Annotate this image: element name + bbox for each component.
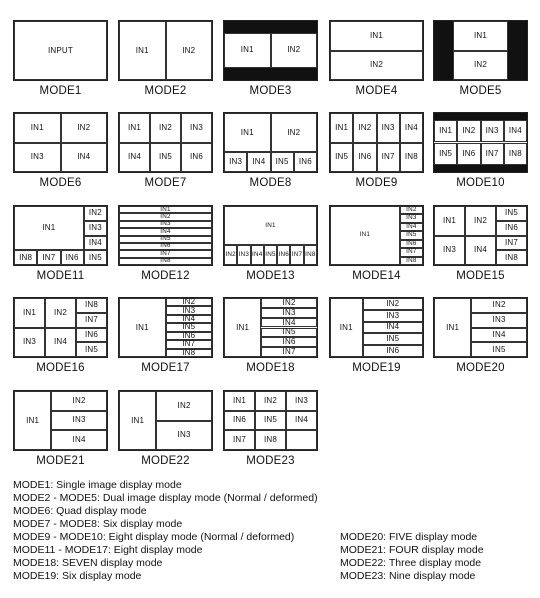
input-window: IN6: [294, 152, 317, 172]
legend-right-line: MODE20: FIVE display mode: [340, 531, 478, 543]
mode-label: MODE18: [246, 362, 295, 374]
input-window: IN3: [400, 214, 423, 222]
input-window: IN3: [84, 221, 107, 236]
input-window: IN5: [330, 143, 353, 173]
input-window: IN2: [166, 298, 213, 306]
mode-label: MODE9: [355, 177, 398, 189]
mode-label: MODE23: [246, 455, 295, 467]
input-window: IN7: [37, 250, 60, 265]
input-window: IN3: [261, 308, 317, 318]
screen-layout: [329, 205, 424, 266]
screen-layout: [118, 20, 213, 81]
input-window: IN3: [481, 120, 504, 142]
input-window: IN5: [150, 143, 181, 173]
screen-layout: [223, 205, 318, 266]
legend-right-line: MODE21: FOUR display mode: [340, 544, 484, 556]
input-window: IN2: [271, 113, 318, 152]
mode-8: [223, 112, 318, 193]
input-window: IN1: [434, 298, 471, 357]
input-window: IN2: [61, 113, 108, 143]
black-bar: [434, 165, 527, 172]
input-window: IN7: [481, 143, 504, 165]
input-window: IN3: [237, 245, 250, 265]
input-window: IN7: [377, 143, 400, 173]
mode-22: [118, 390, 213, 471]
input-window: IN4: [286, 411, 317, 431]
input-window: IN5: [264, 245, 277, 265]
input-window: IN7: [224, 430, 255, 450]
input-window: IN4: [51, 430, 107, 450]
input-window: IN5: [496, 206, 527, 221]
input-window: IN1: [224, 33, 271, 68]
input-window: IN7: [119, 250, 212, 257]
input-window: IN1: [119, 298, 166, 357]
screen-layout: [223, 20, 318, 81]
mode-5: [433, 20, 528, 101]
input-window: IN6: [457, 143, 480, 165]
mode-21: [13, 390, 108, 471]
input-window: IN5: [400, 231, 423, 239]
input-window: IN2: [330, 51, 423, 81]
input-window: IN6: [224, 411, 255, 431]
input-window: IN6: [353, 143, 376, 173]
input-window: IN3: [181, 113, 212, 143]
mode-13: [223, 205, 318, 286]
input-window: IN5: [84, 250, 107, 265]
legend-right-line: MODE22: Three display mode: [340, 557, 482, 569]
input-window: IN7: [76, 313, 107, 328]
screen-layout: [13, 20, 108, 81]
input-window: IN1: [224, 113, 271, 152]
input-window: IN6: [119, 243, 212, 250]
input-window: IN8: [400, 257, 423, 265]
screen-layout: [223, 297, 318, 358]
mode-15: [433, 205, 528, 286]
input-window: IN2: [150, 113, 181, 143]
mode-3: [223, 20, 318, 101]
input-window: IN5: [76, 342, 107, 357]
input-window: IN3: [377, 113, 400, 143]
input-window: IN4: [166, 315, 213, 323]
input-window: IN8: [166, 349, 213, 357]
input-window: IN6: [61, 250, 84, 265]
black-bar: [508, 21, 527, 80]
screen-layout: [433, 20, 528, 81]
black-bar: [224, 68, 317, 80]
input-window: IN1: [119, 21, 166, 80]
black-bar: [434, 113, 527, 120]
mode-label: MODE17: [141, 362, 190, 374]
mode-label: MODE8: [249, 177, 292, 189]
input-window: IN5: [166, 323, 213, 331]
input-window: IN4: [471, 328, 527, 343]
mode-7: [118, 112, 213, 193]
input-window: IN3: [471, 313, 527, 328]
input-window: IN6: [181, 143, 212, 173]
input-window: IN4: [261, 318, 317, 328]
mode-label: MODE5: [459, 85, 502, 97]
input-window: IN8: [504, 143, 527, 165]
input-window: IN2: [353, 113, 376, 143]
input-window: IN2: [363, 298, 423, 310]
mode-label: MODE19: [352, 362, 401, 374]
mode-label: MODE15: [456, 270, 505, 282]
legend-left-line: MODE7 - MODE8: Six display mode: [13, 518, 183, 530]
input-window: IN4: [119, 143, 150, 173]
screen-layout: [118, 112, 213, 173]
mode-17: [118, 297, 213, 378]
mode-label: MODE10: [456, 177, 505, 189]
input-window: IN6: [76, 328, 107, 343]
input-window: IN1: [119, 113, 150, 143]
input-window: IN1: [434, 120, 457, 142]
mode-label: MODE16: [36, 362, 85, 374]
input-window: IN4: [400, 223, 423, 231]
input-window: IN4: [251, 245, 264, 265]
input-window: IN1: [224, 391, 255, 411]
input-window: IN4: [465, 236, 496, 266]
input-window: IN6: [400, 240, 423, 248]
input-window: IN8: [304, 245, 317, 265]
mode-11: [13, 205, 108, 286]
screen-layout: [13, 390, 108, 451]
screen-layout: [329, 20, 424, 81]
mode-label: MODE4: [355, 85, 398, 97]
input-window: IN8: [76, 298, 107, 313]
input-window: IN2: [400, 206, 423, 214]
screen-layout: [118, 390, 213, 451]
input-window: IN1: [14, 113, 61, 143]
input-window: [286, 430, 317, 450]
input-window: IN1: [330, 206, 400, 265]
input-window: IN3: [119, 221, 212, 228]
mode-label: MODE21: [36, 455, 85, 467]
mode-label: MODE1: [39, 85, 82, 97]
mode-1: [13, 20, 108, 101]
screen-layout: [433, 205, 528, 266]
input-window: IN1: [330, 113, 353, 143]
mode-2: [118, 20, 213, 101]
input-window: IN4: [363, 322, 423, 334]
mode-20: [433, 297, 528, 378]
screen-layout: [118, 205, 213, 266]
input-window: IN3: [51, 411, 107, 431]
mode-label: MODE20: [456, 362, 505, 374]
input-window: IN5: [363, 333, 423, 345]
input-window: IN1: [434, 206, 465, 236]
input-window: IN1: [330, 21, 423, 51]
input-window: IN3: [286, 391, 317, 411]
input-window: IN8: [400, 143, 423, 173]
input-window: IN1: [224, 206, 317, 245]
screen-layout: [329, 112, 424, 173]
screen-layout: [433, 112, 528, 173]
input-window: IN1: [224, 298, 261, 357]
screen-layout: [13, 112, 108, 173]
legend-left-line: MODE18: SEVEN display mode: [13, 557, 163, 569]
screen-layout: [223, 390, 318, 451]
input-window: IN3: [224, 152, 247, 172]
input-window: IN2: [271, 33, 318, 68]
input-window: IN5: [434, 143, 457, 165]
black-bar: [224, 21, 317, 33]
input-window: IN2: [255, 391, 286, 411]
input-window: IN5: [271, 152, 294, 172]
input-window: IN1: [119, 391, 156, 450]
input-window: IN5: [255, 411, 286, 431]
mode-14: [329, 205, 424, 286]
input-window: IN4: [504, 120, 527, 142]
mode-label: MODE22: [141, 455, 190, 467]
input-window: IN3: [14, 328, 45, 358]
screen-layout: [13, 297, 108, 358]
mode-4: [329, 20, 424, 101]
input-window: IN6: [261, 337, 317, 347]
input-window: IN8: [255, 430, 286, 450]
input-window: IN2: [45, 298, 76, 328]
input-window: IN5: [261, 328, 317, 338]
input-window: IN2: [156, 391, 212, 421]
input-window: IN2: [119, 213, 212, 220]
input-window: IN3: [434, 236, 465, 266]
mode-label: MODE14: [352, 270, 401, 282]
mode-label: MODE13: [246, 270, 295, 282]
screen-layout: [329, 297, 424, 358]
input-window: IN1: [14, 391, 51, 450]
input-window: IN5: [119, 236, 212, 243]
black-bar: [434, 21, 453, 80]
input-window: IN6: [166, 332, 213, 340]
input-window: IN2: [51, 391, 107, 411]
input-window: IN8: [14, 250, 37, 265]
input-window: IN4: [400, 113, 423, 143]
input-window: IN3: [14, 143, 61, 173]
input-window: IN4: [119, 228, 212, 235]
input-window: IN7: [496, 236, 527, 251]
mode-label: MODE2: [144, 85, 187, 97]
screen-layout: [118, 297, 213, 358]
mode-10: [433, 112, 528, 193]
input-window: IN4: [84, 236, 107, 251]
input-window: IN8: [496, 250, 527, 265]
input-window: IN2: [224, 245, 237, 265]
input-window: IN2: [84, 206, 107, 221]
mode-23: [223, 390, 318, 471]
input-window: IN2: [453, 51, 509, 81]
mode-label: MODE7: [144, 177, 187, 189]
screen-layout: [433, 297, 528, 358]
legend-left-line: MODE11 - MODE17: Eight display mode: [13, 544, 203, 556]
mode-12: [118, 205, 213, 286]
mode-label: MODE6: [39, 177, 82, 189]
screen-layout: [223, 112, 318, 173]
input-window: IN6: [496, 221, 527, 236]
input-window: IN2: [471, 298, 527, 313]
screen-layout: [13, 205, 108, 266]
mode-6: [13, 112, 108, 193]
legend-left-line: MODE6: Quad display mode: [13, 505, 147, 517]
input-window: IN6: [277, 245, 290, 265]
input-window: IN3: [363, 310, 423, 322]
input-window: IN4: [61, 143, 108, 173]
input-window: IN2: [457, 120, 480, 142]
mode-18: [223, 297, 318, 378]
input-window: IN5: [471, 342, 527, 357]
legend-left-line: MODE9 - MODE10: Eight display mode (Normal / deformed): [13, 531, 295, 543]
input-window: IN7: [261, 347, 317, 357]
input-window: IN2: [261, 298, 317, 308]
input-window: IN2: [166, 21, 213, 80]
input-window: IN7: [400, 248, 423, 256]
mode-19: [329, 297, 424, 378]
input-window: IN1: [119, 206, 212, 213]
mode-9: [329, 112, 424, 193]
input-window: IN1: [453, 21, 509, 51]
input-window: IN1: [14, 298, 45, 328]
legend-left-line: MODE1: Single image display mode: [13, 479, 182, 491]
input-window: IN4: [45, 328, 76, 358]
input-window: IN7: [290, 245, 303, 265]
mode-label: MODE3: [249, 85, 292, 97]
input-window: IN6: [363, 345, 423, 357]
input-window: IN4: [247, 152, 270, 172]
legend-left-line: MODE2 - MODE5: Dual image display mode (Normal / deformed): [13, 492, 318, 504]
input-window: IN3: [156, 421, 212, 451]
input-window: IN2: [465, 206, 496, 236]
input-window: IN1: [330, 298, 363, 357]
legend-right-line: MODE23: Nine display mode: [340, 570, 476, 582]
input-window: IN8: [119, 258, 212, 265]
mode-16: [13, 297, 108, 378]
mode-label: MODE12: [141, 270, 190, 282]
mode-label: MODE11: [36, 270, 85, 282]
input-window: IN1: [14, 206, 84, 250]
input-window: IN3: [166, 306, 213, 314]
input-window: IN7: [166, 340, 213, 348]
legend-left-line: MODE19: Six display mode: [13, 570, 142, 582]
input-window: INPUT: [14, 21, 107, 80]
